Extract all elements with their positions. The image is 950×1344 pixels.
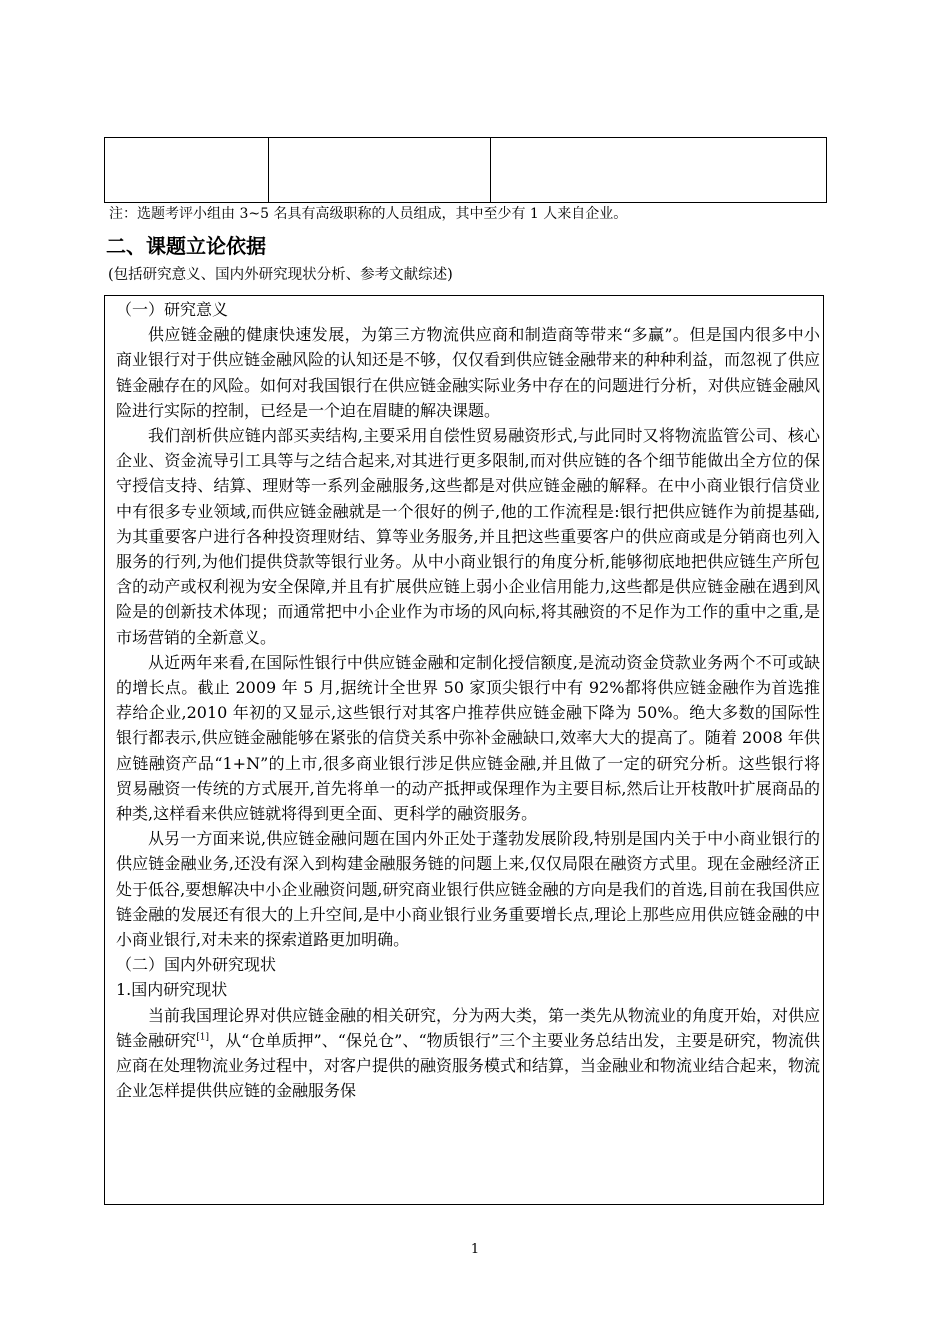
subheading-research-significance: （一）研究意义	[116, 300, 229, 319]
section-title: 二、课题立论依据	[106, 234, 266, 258]
table-row	[105, 138, 827, 203]
section-subtitle: (包括研究意义、国内外研究现状分析、参考文献综述)	[108, 267, 453, 283]
paragraph-text: ，从“仓单质押”、“保兑仓”、“物质银行”三个主要业务总结出发，主要是研究，物流供应商在处理物流业务过程中，对客户提供的融资服务模式和结算，当金融业和物流业结合起来，物流企业怎样提供供应链的金融服务保	[116, 1030, 821, 1101]
table-cell	[269, 138, 491, 203]
citation-ref: [1]	[196, 1032, 209, 1043]
table-note: 注：选题考评小组由 3~5 名具有高级职称的人员组成，其中至少有 1 人来自企业。	[109, 206, 628, 222]
paragraph: 供应链金融的健康快速发展，为第三方物流供应商和制造商等带来“多赢”。但是国内很多中小商业银行对于供应链金融风险的认知还是不够，仅仅看到供应链金融带来的种种利益，而忽视了供应链金融存在的风险。如何对我国银行在供应链金融实际业务中存在的问题进行分析，对供应链金融风险进行实际的控制，已经是一个迫在眉睫的解决课题。	[116, 325, 821, 420]
table-cell	[491, 138, 827, 203]
paragraph: 我们剖析供应链内部买卖结构,主要采用自偿性贸易融资形式,与此同时又将物流监管公司、核心企业、资金流导引工具等与之结合起来,对其进行更多限制,而对供应链的各个细节能做出全方位的保守授信支持、结算、理财等一系列金融服务,这些都是对供应链金融的解释。在中小商业银行信贷业中有很多专业领域,而供应链金融就是一个很好的例子,他的工作流程是:银行把供应链作为前提基础,为其重要客户进行各种投资理财结、算等业务服务,并且把这些重要客户的供应商或是分销商也列入服务的行列,为他们提供贷款等银行业务。从中小商业银行的角度分析,能够彻底地把供应链生产所包含的动产或权利视为安全保障,并且有扩展供应链上弱小企业信用能力,这些都是供应链金融在遇到风险是的创新技术体现；而通常把中小企业作为市场的风向标,将其融资的不足作为工作的重中之重,是市场营销的全新意义。	[116, 426, 820, 647]
page-number: 1	[470, 1242, 480, 1257]
content-body	[116, 297, 820, 1104]
table-cell	[105, 138, 269, 203]
subheading-domestic-research: 1.国内研究现状	[116, 980, 228, 1000]
subheading-research-status: （二）国内外研究现状	[116, 955, 277, 975]
paragraph	[116, 1003, 820, 1104]
paragraph: 从另一方面来说,供应链金融问题在国内外正处于蓬勃发展阶段,特别是国内关于中小商业银行的供应链金融业务,还没有深入到构建金融服务链的问题上来,仅仅局限在融资方式里。现在金融经济正处于低谷,要想解决中小企业融资问题,研究商业银行供应链金融的方向是我们的首选,目前在我国供应链金融的发展还有很大的上升空间,是中小商业银行业务重要增长点,理论上那些应用供应链金融的中小商业银行,对未来的探索道路更加明确。	[116, 829, 820, 950]
content-box	[104, 295, 824, 1205]
paragraph-text: 当前我国理论界对供应链金融的相关研究，分为两大类，第一类先从物流业的角度开始，对供应链金融研究	[116, 1005, 821, 1050]
paragraph: 从近两年来看,在国际性银行中供应链金融和定制化授信额度,是流动资金贷款业务两个不可或缺的增长点。截止 2009 年 5 月,据统计全世界 50 家顶尖银行中有 92%都将供应链金融作为首选推荐给企业,2010 年初的又显示,这些银行对其客户推荐供应链金融下降为 50%。绝大多数的国际性银行都表示,供应链金融能够在紧张的信贷关系中弥补金融缺口,效率大大的提高了。随着 2008 年供应链融资产品“1+N”的上市,很多商业银行涉足供应链金融,并且做了一定的研究分析。这些银行将贸易融资一传统的方式展开,首先将单一的动产抵押或保理作为主要目标,然后让开枝散叶扩展商品的种类,这样看来供应链就将得到更全面、更科学的融资服务。	[116, 652, 820, 824]
top-table	[104, 137, 827, 203]
